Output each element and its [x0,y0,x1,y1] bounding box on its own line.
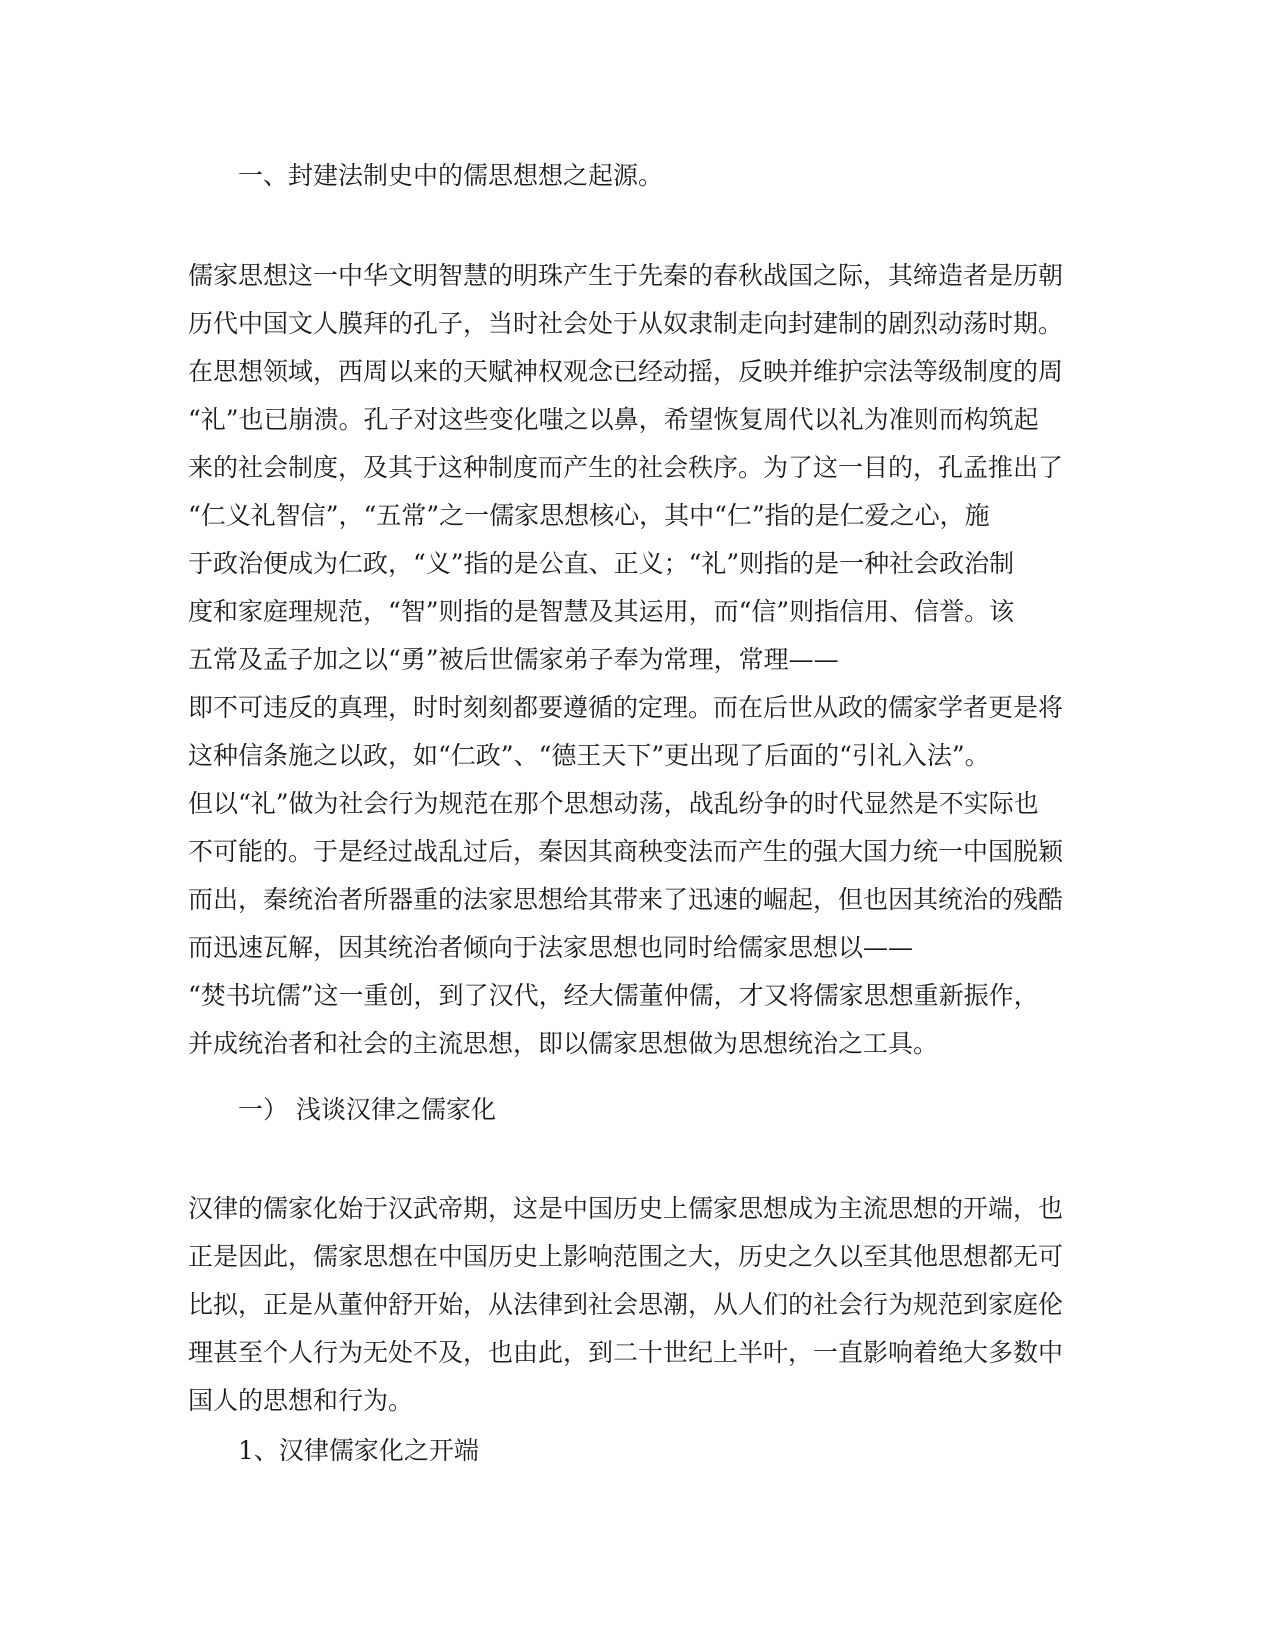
paragraph-han-law [188,1185,1068,1425]
text-line: 比拟，正是从董仲舒开始，从法律到社会思潮，从人们的社会行为规范到家庭伦 [188,1290,1064,1319]
text-line: 五常及孟子加之以“勇”被后世儒家弟子奉为常理，常理—— [188,645,839,674]
text-line: “仁义礼智信”，“五常”之一儒家思想核心，其中“仁”指的是仁爱之心，施 [188,501,990,530]
text-line: 而出，秦统治者所器重的法家思想给其带来了迅速的崛起，但也因其统治的残酷 [188,885,1064,914]
text-line: 国人的思想和行为。 [188,1386,414,1415]
section-heading-origin: 一、封建法制史中的儒思想想之起源。 [238,161,664,190]
text-line: 来的社会制度，及其于这种制度而产生的社会秩序。为了这一目的，孔孟推出了 [188,453,1064,482]
text-line: 历代中国文人膜拜的孔子，当时社会处于从奴隶制走向封建制的剧烈动荡时期。 [188,309,1064,338]
text-line: 儒家思想这一中华文明智慧的明珠产生于先秦的春秋战国之际，其缔造者是历朝 [188,261,1064,290]
text-line: 汉律的儒家化始于汉武帝期，这是中国历史上儒家思想成为主流思想的开端，也 [188,1194,1064,1223]
text-line: 而迅速瓦解，因其统治者倾向于法家思想也同时给儒家思想以—— [188,933,914,962]
text-line: 在思想领域，西周以来的天赋神权观念已经动摇，反映并维护宗法等级制度的周 [188,357,1064,386]
text-line: 正是因此，儒家思想在中国历史上影响范围之大，历史之久以至其他思想都无可 [188,1242,1064,1271]
subsection-heading-beginning: 1、汉律儒家化之开端 [238,1436,479,1465]
text-line: 度和家庭理规范，“智”则指的是智慧及其运用，而“信”则指信用、信誉。该 [188,597,1015,626]
text-line: 理甚至个人行为无处不及，也由此，到二十世纪上半叶，一直影响着绝大多数中 [188,1338,1064,1367]
section-heading-han-law: 一） 浅谈汉律之儒家化 [238,1095,496,1124]
text-line: 并成统治者和社会的主流思想，即以儒家思想做为思想统治之工具。 [188,1029,939,1058]
text-line: 于政治便成为仁政，“义”指的是公直、正义；“礼”则指的是一种社会政治制 [188,549,1015,578]
text-line: 但以“礼”做为社会行为规范在那个思想动荡，战乱纷争的时代显然是不实际也 [188,789,1039,818]
text-line: “焚书坑儒”这一重创，到了汉代，经大儒董仲儒，才又将儒家思想重新振作， [188,981,1039,1010]
text-line: “礼”也已崩溃。孔子对这些变化嗤之以鼻，希望恢复周代以礼为准则而构筑起 [188,405,1039,434]
text-line: 这种信条施之以政，如“仁政”、“德王天下”更出现了后面的“引礼入法”。 [188,741,990,770]
text-line: 即不可违反的真理，时时刻刻都要遵循的定理。而在后世从政的儒家学者更是将 [188,693,1064,722]
paragraph-origin [188,252,1068,1068]
text-line: 不可能的。于是经过战乱过后，秦因其商秧变法而产生的强大国力统一中国脱颖 [188,837,1064,866]
